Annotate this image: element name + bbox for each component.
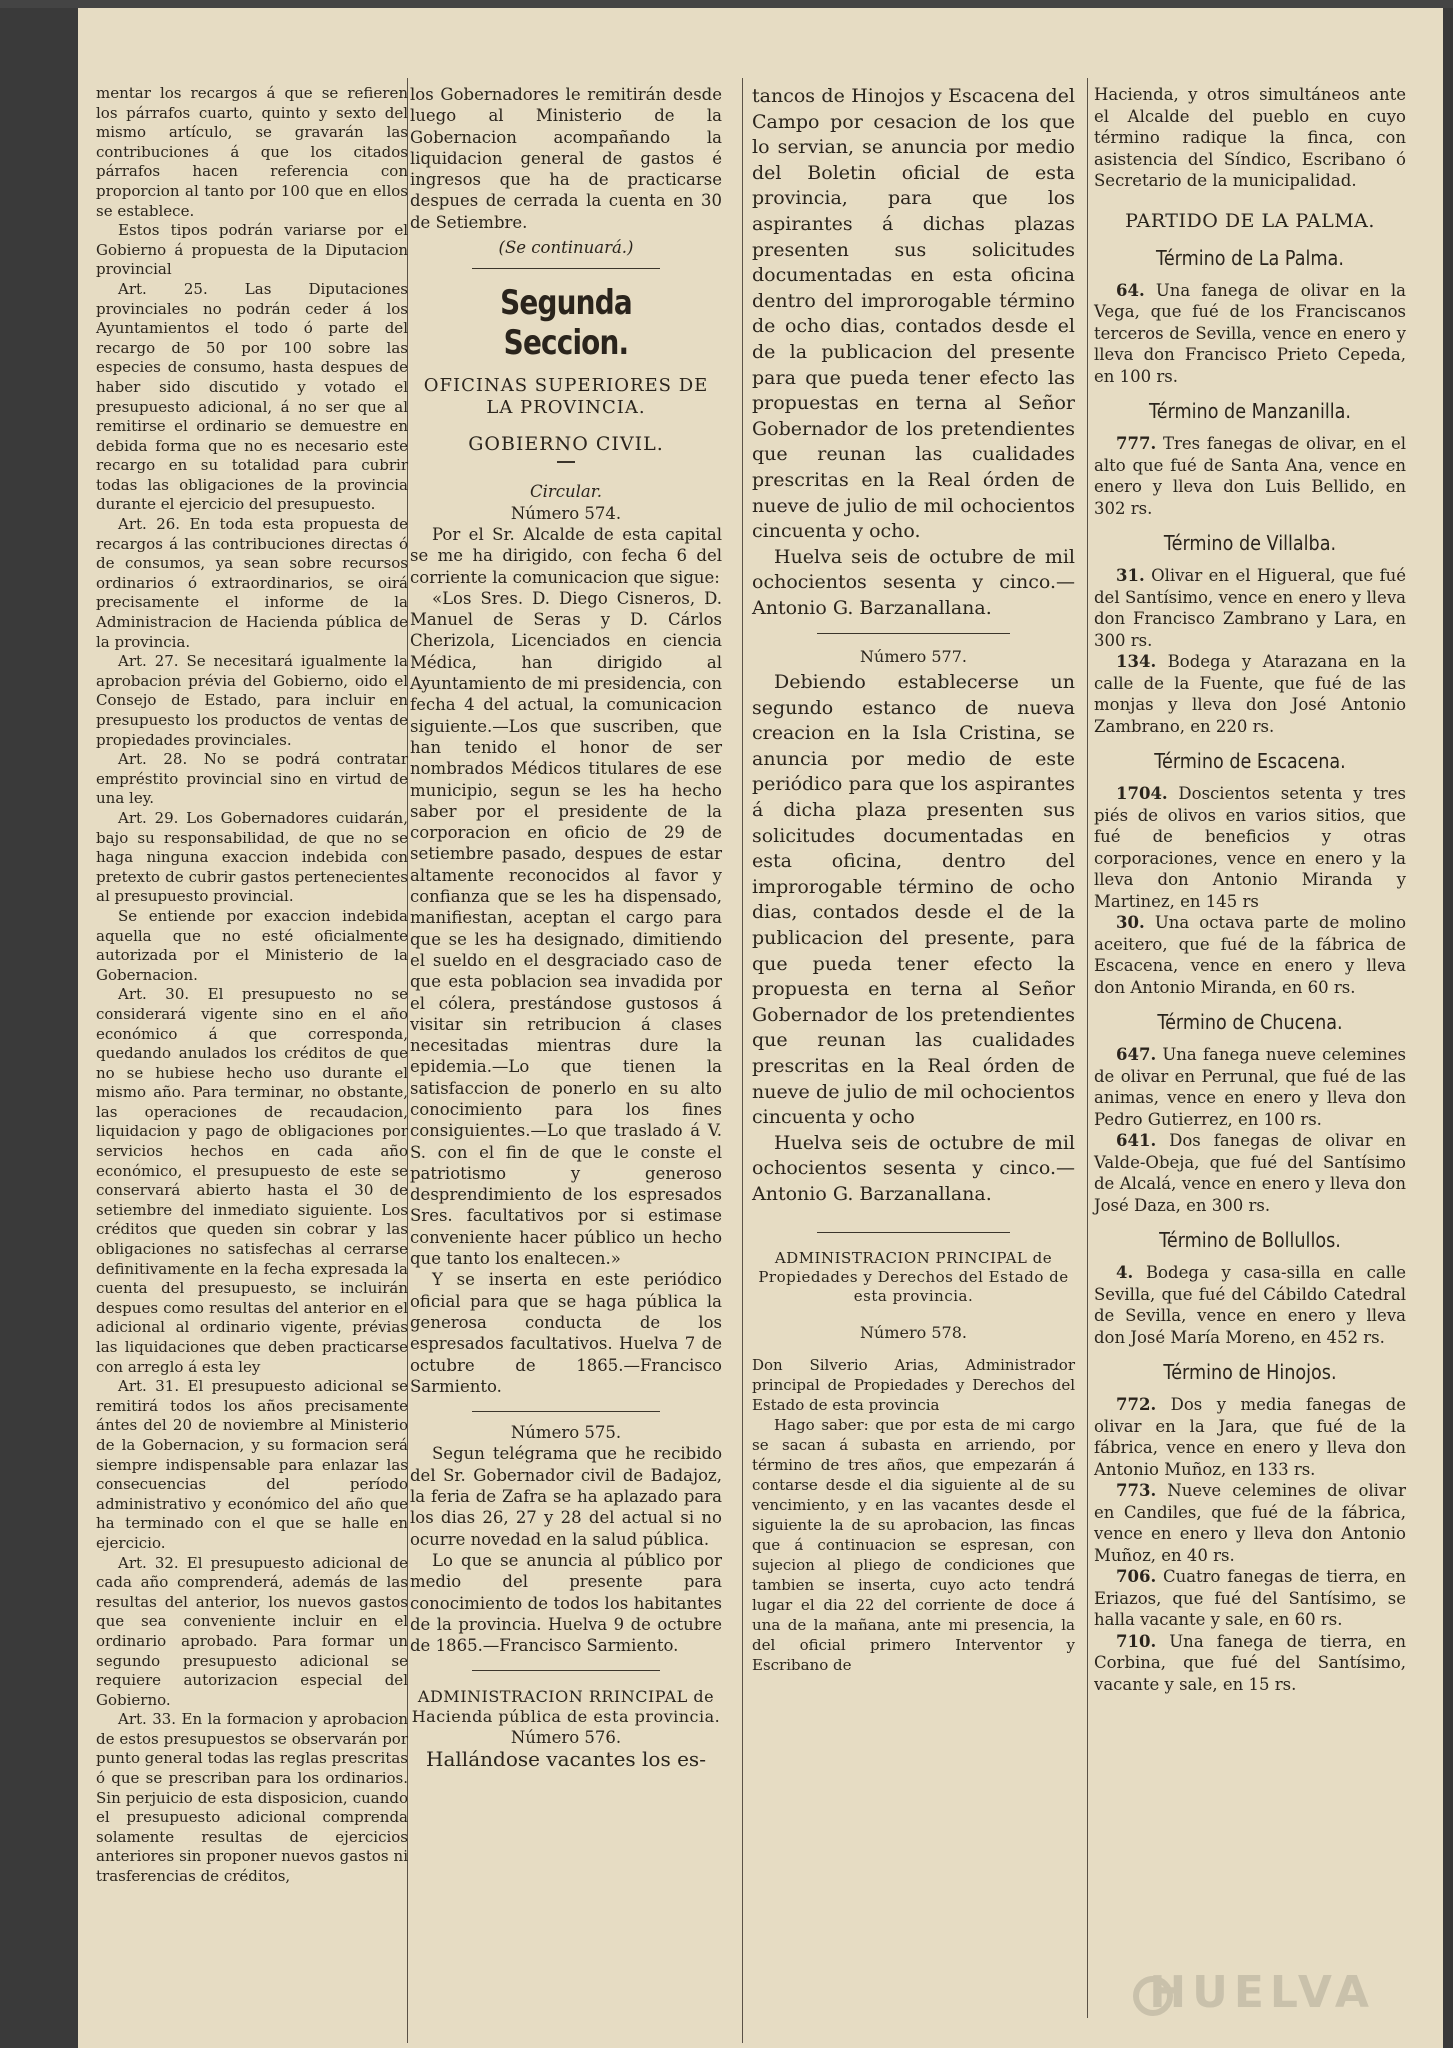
article-paragraph: Art. 26. En toda esta propuesta de recargos á las contribuciones directas ó de consumos, ya sean sobre recursos ordinarios ó extraordinarios, se oirá precisamente el informe de la Administracion de Hacienda pública de la provincia. [96, 515, 408, 651]
item-number: 710. [1116, 1631, 1157, 1651]
number-heading: Número 576. [510, 1728, 622, 1748]
article-paragraph: Estos tipos podrán variarse por el Gobierno á propuesta de la Diputacion provincial [96, 221, 408, 279]
article-paragraph: Art. 31. El presupuesto adicional se remitirá todos los años precisamente ántes del 20 de noviembre al Ministerio de la Gobernacion, y su formacion será siempre indispensable para enlazar las consecuencias del período administrativo y económico del año que ha terminado con el que se halle en ejercicio. [96, 1377, 408, 1552]
article-paragraph: Art. 27. Se necesitará igualmente la aprobacion prévia del Gobierno, oido el Consejo de Estado, para incluir en presupuesto los productos de ventas de propiedades provinciales. [96, 652, 408, 749]
paragraph: Hacienda, y otros simultáneos ante el Alcalde del pueblo en cuyo término radique la finca, con asistencia del Síndico, Escribano ó Secretario de la municipalidad. [1094, 85, 1406, 190]
column-4 [1094, 84, 1406, 1695]
paragraph: Hago saber: que por esta de mi cargo se sacan á subasta en arriendo, por término de tres años, que empezarán á contarse desde el dia siguiente al de su vencimiento, y en las vacantes desde el siguiente la de su aprobacion, las fincas que á continuacion se espresan, con sujecion al pliego de condiciones que tambien se inserta, cuyo acto tendrá lugar el dia 22 del corriente de doce á una de la mañana, ante mi presencia, la del oficial primero Interventor y Escribano de [752, 1416, 1075, 1675]
number-heading: Número 575. [510, 1423, 622, 1443]
item-number: 706. [1116, 1567, 1157, 1586]
paragraph: Hallándose vacantes los es- [426, 1746, 706, 1771]
item-number: 134. [1116, 652, 1157, 671]
admin-heading: ADMINISTRACION PRINCIPAL de Propiedades y Derechos del Estado de esta provincia. [758, 1248, 1069, 1305]
item-number: 31. [1116, 566, 1145, 585]
column-3 [752, 84, 1075, 1675]
property-item [1094, 433, 1406, 519]
property-item [1094, 1262, 1406, 1348]
item-text: Una fanega nueve celemines de olivar en Perrunal, que fué de las animas, vence en enero y lleva don Pedro Gutierrez, en 100 rs. [1094, 1045, 1406, 1129]
item-text: Bodega y Atarazana en la calle de la Fuente, que fué de las monjas y lleva don José Antonio Zambrano, en 220 rs. [1094, 652, 1407, 736]
article-paragraph: mentar los recargos á que se refieren los párrafos cuarto, quinto y sexto del mismo artículo, se gravarán las contribuciones á que los citados párrafos hacen referencia con proporcion al tanto por 100 que en ellos se establece. [96, 84, 408, 220]
term-heading: Término de Bollullos. [1159, 1228, 1341, 1252]
column-2 [410, 84, 722, 1770]
gov-heading: GOBIERNO CIVIL. [468, 433, 664, 456]
property-list [1094, 244, 1406, 1696]
item-text: Tres fanegas de olivar, en el alto que fué de Santa Ana, vence en enero y lleva don Luis Bellido, en 302 rs. [1094, 434, 1406, 518]
paragraph: los Gobernadores le remitirán desde luego al Ministerio de la Gobernacion acompañando la liquidacion general de gastos é ingresos que ha de practicarse despues de cerrada la cuenta en 30 de Setiembre. [410, 85, 722, 232]
paragraph: «Los Sres. D. Diego Cisneros, D. Manuel de Seras y D. Cárlos Cherizola, Licenciados en ciencia Médica, han dirigido al Ayuntamiento de mi presidencia, con fecha 4 del actual, la comunicacion siguiente.—Los que suscriben, que han tenido el honor de ser nombrados Médicos titulares de ese municipio, segun se les ha hecho saber por el presidente de la corporacion en oficio de 29 de setiembre pasado, despues de estar altamente reconocidos al favor y confianza que se les ha dispensado, manifiestan, aceptan el cargo para que se les ha designado, dimitiendo el sueldo en el desgraciado caso de que esta poblacion sea invadida por el cólera, prestándose gustosos á visitar sin retribucion á clases necesitadas mientras dure la epidemia.—Lo que tienen la satisfaccion de ponerlo en su alto conocimiento para los fines consiguientes.—Lo que traslado á V. S. con el fin de que le conste el patriotismo y generoso desprendimiento de los espresados Sres. facultativos por si estimase conveniente hacer público un hecho que tanto los enaltecen.» [410, 588, 722, 1269]
divider [472, 1411, 659, 1412]
article-paragraph: Art. 33. En la formacion y aprobacion de estos presupuestos se observarán por punto general todas las reglas prescritas ó que se prescriban para los ordinarios. Sin perjuicio de esta disposicion, cuando el presupuesto adicional comprenda solamente resultas de ejercicios anteriores sin proponer nuevos gastos ni trasferencias de créditos, [96, 1710, 408, 1886]
property-item [1094, 1130, 1406, 1216]
item-number: 1704. [1116, 784, 1168, 803]
continued-note: (Se continuará.) [498, 238, 634, 258]
property-item [1094, 565, 1406, 651]
property-item [1094, 1394, 1406, 1480]
partido-heading: PARTIDO DE LA PALMA. [1125, 209, 1375, 232]
scan-edge-right [1443, 0, 1453, 2048]
number-heading: Número 578. [860, 1322, 967, 1342]
paragraph: Por el Sr. Alcalde de esta capital se me ha dirigido, con fecha 6 del corriente la comunicacion que sigue: [410, 524, 722, 587]
divider [557, 461, 575, 463]
item-number: 773. [1116, 1481, 1157, 1500]
property-item [1094, 1566, 1406, 1631]
term-heading: Término de Escacena. [1154, 749, 1346, 773]
column-rule [742, 78, 743, 2043]
signature: Huelva seis de octubre de mil ochocientos sesenta y cinco.—Antonio G. Barzanallana. [752, 1131, 1075, 1205]
property-item [1094, 912, 1406, 998]
item-number: 772. [1116, 1395, 1157, 1414]
item-number: 4. [1116, 1263, 1134, 1282]
divider [472, 268, 659, 269]
divider [817, 1232, 1011, 1233]
property-item [1094, 1631, 1406, 1696]
paragraph: Lo que se anuncia al público por medio del presente para conocimiento de todos los habitantes de la provincia. Huelva 9 de octubre de 1865.—Francisco Sarmiento. [410, 1550, 722, 1656]
article-paragraph: Art. 29. Los Gobernadores cuidarán, bajo su responsabilidad, de que no se haga ninguna exaccion indebida con pretexto de cubrir gastos pertenecientes al presupuesto provincial. [96, 808, 408, 906]
item-number: 64. [1116, 280, 1145, 300]
term-heading: Término de Villalba. [1163, 531, 1337, 555]
term-heading: Término de Hinojos. [1163, 1360, 1337, 1384]
article-paragraph: Art. 25. Las Diputaciones provinciales no podrán ceder á los Ayuntamientos el todo ó parte del recargo de 50 por 100 sobre las especies de consumo, hasta despues de haber sido discutido y votado el presupuesto adicional, á no ser que al remitirse el ordinario se demuestre en debida forma que no es necesario este recargo en su totalidad para cubrir todas las obligaciones de la provincia durante el ejercicio del presupuesto. [96, 279, 408, 514]
divider [472, 1670, 659, 1671]
item-number: 30. [1116, 913, 1145, 932]
number-heading: Número 574. [510, 503, 622, 523]
paragraph: tancos de Hinojos y Escacena del Campo por cesacion de los que lo servian, se anuncia por medio del Boletin oficial de esta provincia, para que los aspirantes á dichas plazas presenten sus solicitudes documentadas en esta oficina dentro del improrogable término de ocho dias, contados desde el de la publicacion del presente para que pueda tener efecto las propuestas en terna al Señor Gobernador de los pretendientes que reunan las cualidades prescritas en la Real órden de nueve de julio de mil ochocientos cincuenta y ocho. [752, 85, 1075, 543]
item-text: Dos fanegas de olivar en Valde-Obeja, que fué del Santísimo de Alcalá, vence en enero y lleva don José Daza, en 300 rs. [1094, 1131, 1406, 1215]
divider [817, 633, 1011, 634]
scan-edge-left [0, 0, 78, 2048]
paragraph: Segun telégrama que he recibido del Sr. Gobernador civil de Badajoz, la feria de Zafra se ha aplazado para los dias 26, 27 y 28 del actual si no ocurre novedad en la salud pública. [410, 1444, 722, 1549]
term-heading: Término de Manzanilla. [1148, 399, 1352, 423]
item-text: Una fanega de olivar en la Vega, que fué de los Franciscanos terceros de Sevilla, vence en enero y lleva don Francisco Prieto Cepeda, en 100 rs. [1094, 280, 1406, 386]
paragraph: Don Silverio Arias, Administrador principal de Propiedades y Derechos del Estado de esta provincia [752, 1356, 1075, 1415]
property-item [1094, 651, 1406, 737]
item-text: Olivar en el Higueral, que fué del Santísimo, vence en enero y lleva don Francisco Zambrano y Lara, en 300 rs. [1094, 566, 1406, 650]
number-heading: Número 577. [860, 647, 967, 667]
item-number: 647. [1116, 1045, 1157, 1064]
property-item [1094, 280, 1406, 388]
item-text: Doscientos setenta y tres piés de olivos en varios sitios, que fué de beneficios y otras corporaciones, vence en enero y la lleva don Antonio Miranda y Martinez, en 145 rs [1094, 784, 1406, 911]
column-rule [1087, 78, 1088, 2018]
signature: Huelva seis de octubre de mil ochocientos sesenta y cinco.—Antonio G. Barzanallana. [752, 545, 1075, 619]
article-paragraph: Art. 30. El presupuesto no se considerará vigente sino en el año económico á que corresponda, quedando anulados los créditos de que no se hubiese hecho uso durante el mismo año. Para terminar, no obstante, las operaciones de recaudacion, liquidacion y pago de obligaciones por servicios hechos en cada año económico, el presupuesto de este se conservará abierto hasta el 30 de setiembre del inmediato siguiente. Los créditos que queden sin cobrar y las obligaciones no satisfechas al cerrarse definitivamente en la fecha expresada la cuenta del presupuesto, se incluirán despues como resultas del anterior en el adicional al ordinario vigente, prévias las liquidaciones que deben practicarse con arreglo á esta ley [96, 985, 408, 1376]
section-title: Segunda Seccion. [500, 283, 632, 364]
paragraph: Y se inserta en este periódico oficial para que se haga pública la generosa conducta de los espresados facultativos. Huelva 7 de octubre de 1865.—Francisco Sarmiento. [410, 1270, 722, 1396]
item-text: Bodega y casa-silla en calle Sevilla, que fué del Cábildo Catedral de Sevilla, vence en enero y lleva don José María Moreno, en 452 rs. [1094, 1263, 1407, 1347]
column-1 [96, 84, 408, 1887]
circular-label: Circular. [529, 482, 603, 502]
item-text: Nueve celemines de olivar en Candiles, que fué de la fábrica, vence en enero y lleva don Antonio Muñoz, en 40 rs. [1094, 1481, 1407, 1565]
offices-heading: OFICINAS SUPERIORES DE LA PROVINCIA. [423, 375, 709, 419]
item-number: 641. [1116, 1131, 1157, 1150]
property-item [1094, 783, 1406, 912]
article-paragraph: Art. 28. No se podrá contratar empréstito provincial sino en virtud de una ley. [96, 750, 408, 808]
admin-heading: ADMINISTRACION RRINCIPAL de Hacienda pública de esta provincia. [411, 1687, 721, 1727]
term-heading: Término de Chucena. [1157, 1010, 1343, 1034]
item-text: Cuatro fanegas de tierra, en Eriazos, que fué del Santísimo, se halla vacante y sale, en 60 rs. [1094, 1567, 1406, 1629]
term-heading: Término de La Palma. [1156, 245, 1344, 270]
property-item [1094, 1044, 1406, 1130]
notice-574 [410, 524, 722, 1397]
article-paragraph: Art. 32. El presupuesto adicional de cada año comprenderá, además de las resultas del anterior, los nuevos gastos que sea conveniente incluir en el ordinario aprobado. Para formar un segundo presupuesto adicional se requiere autorizacion especial del Gobierno. [96, 1553, 408, 1709]
item-text: Una fanega de tierra, en Corbina, que fué del Santísimo, vacante y sale, en 15 rs. [1094, 1631, 1406, 1694]
scan-edge-top [0, 0, 1453, 8]
article-paragraph: Se entiende por exaccion indebida aquella que no esté oficialmente autorizada por el Ministerio de la Gobernacion. [96, 906, 408, 984]
paragraph: Debiendo establecerse un segundo estanco de nueva creacion en la Isla Cristina, se anuncia por medio de este periódico para que los aspirantes á dicha plaza presenten sus solicitudes documentadas en esta oficina, dentro del improrogable término de ocho dias, contados desde el de la publicacion del presente, para que pueda tener efecto la propuesta en terna al Señor Gobernador de los pretendientes que reunan las cualidades prescritas en la Real órden de nueve de julio de mil ochocientos cincuenta y ocho [752, 671, 1075, 1129]
property-item [1094, 1480, 1406, 1566]
notice-575 [410, 1443, 722, 1656]
item-text: Una octava parte de molino aceitero, que fué de la fábrica de Escacena, vence en enero y lleva don Antonio Miranda, en 60 rs. [1094, 913, 1407, 997]
item-text: Dos y media fanegas de olivar en la Jara, que fué de la fábrica, vence en enero y lleva don Antonio Muñoz, en 133 rs. [1094, 1395, 1406, 1479]
item-number: 777. [1116, 434, 1157, 453]
watermark: HUELVA [1149, 1967, 1375, 2018]
